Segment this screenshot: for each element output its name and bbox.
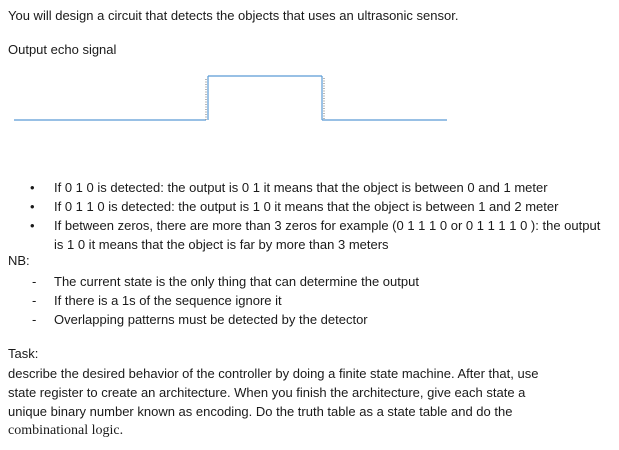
- list-item-text: If 0 1 0 is detected: the output is 0 1 it means that the object is between 0 and 1 meter: [54, 180, 548, 195]
- bullet-icon: •: [30, 180, 35, 195]
- list-item: [30, 216, 610, 254]
- list-item: [30, 197, 610, 216]
- task-line: describe the desired behavior of the controller by doing a finite state machine. After that, use: [8, 366, 539, 381]
- list-item: [30, 291, 610, 310]
- task-label: Task:: [8, 346, 39, 361]
- list-item-text: Overlapping patterns must be detected by the detector: [54, 312, 368, 327]
- task-line: state register to create an architecture. When you finish the architecture, give each state a: [8, 385, 526, 400]
- bullet-icon: •: [30, 218, 35, 233]
- list-item: [30, 178, 610, 197]
- nb-list: [30, 272, 610, 329]
- bullet-icon: •: [30, 199, 35, 214]
- dash-icon: -: [32, 274, 37, 289]
- echo-signal-label: Output echo signal: [8, 42, 117, 57]
- dash-icon: -: [32, 293, 37, 308]
- task-line-last: combinational logic.: [8, 423, 124, 438]
- list-item-text: If 0 1 1 0 is detected: the output is 1 0 it means that the object is between 1 and 2 meter: [54, 199, 559, 214]
- dash-icon: -: [32, 312, 37, 327]
- task-line: unique binary number known as encoding. Do the truth table as a state table and do the: [8, 404, 513, 419]
- list-item-text: If between zeros, there are more than 3 zeros for example (0 1 1 1 0 or 0 1 1 1 1 0 ): the output is 1 0 it means that the object is far by more than 3 meters: [54, 218, 601, 252]
- list-item-text: The current state is the only thing that can determine the output: [54, 274, 419, 289]
- intro-text: You will design a circuit that detects the objects that uses an ultrasonic sensor.: [8, 8, 459, 23]
- list-item: [30, 310, 610, 329]
- nb-label: NB:: [8, 253, 30, 268]
- list-item-text: If there is a 1s of the sequence ignore it: [54, 293, 282, 308]
- list-item: [30, 272, 610, 291]
- task-description: [8, 364, 608, 440]
- echo-signal-waveform: [0, 0, 619, 140]
- condition-list: [30, 178, 610, 254]
